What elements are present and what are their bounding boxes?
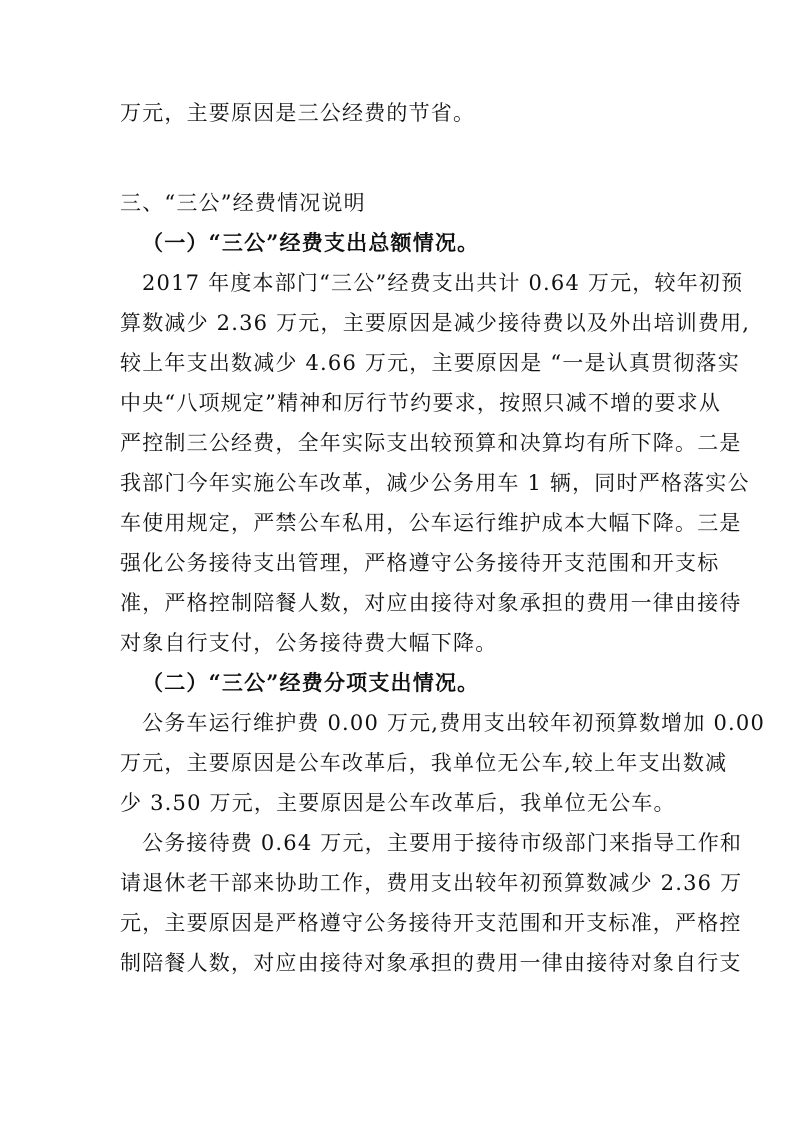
paragraph-line-1: 2017 年度本部门“三公”经费支出共计 0.64 万元，较年初预 (142, 271, 744, 295)
paragraph-line-6: 我部门今年实施公车改革，减少公务用车 1 辆，同时严格落实公 (120, 471, 750, 495)
reception-paragraph-line-2: 请退休老干部来协助工作，费用支出较年初预算数减少 2.36 万 (120, 871, 743, 895)
paragraph-line-5: 严控制三公经费，全年实际支出较预算和决算均有所下降。二是 (120, 431, 742, 455)
vehicle-paragraph-line-3: 少 3.50 万元，主要原因是公车改革后，我单位无公车。 (120, 791, 676, 815)
reception-paragraph-line-3: 元，主要原因是严格遵守公务接待开支范围和开支标准，严格控 (120, 911, 742, 935)
paragraph-line-3: 较上年支出数减少 4.66 万元，主要原因是 “一是认真贯彻落实 (120, 351, 740, 375)
reception-paragraph-line-4: 制陪餐人数，对应由接待对象承担的费用一律由接待对象自行支 (120, 951, 742, 975)
paragraph-line-8: 强化公务接待支出管理，严格遵守公务接待开支范围和开支标 (120, 551, 720, 575)
paragraph-line-9: 准，严格控制陪餐人数，对应由接待对象承担的费用一律由接待 (120, 591, 742, 615)
subheading-total-expense: （一）“三公”经费支出总额情况。 (142, 230, 480, 255)
paragraph-line-4: 中央“八项规定”精神和厉行节约要求，按照只减不增的要求从 (120, 391, 722, 415)
paragraph-line-10: 对象自行支付，公务接待费大幅下降。 (120, 631, 498, 655)
reception-paragraph-line-1: 公务接待费 0.64 万元，主要用于接待市级部门来指导工作和 (142, 831, 743, 855)
subheading-itemized-expense: （二）“三公”经费分项支出情况。 (142, 670, 480, 695)
vehicle-paragraph-line-2: 万元，主要原因是公车改革后，我单位无公车,较上年支出数减 (120, 751, 728, 775)
section-heading-three: 三、“三公”经费情况说明 (120, 191, 366, 215)
paragraph-line-2: 算数减少 2.36 万元，主要原因是减少接待费以及外出培训费用, (120, 311, 751, 335)
text-line-1: 万元，主要原因是三公经费的节省。 (120, 101, 476, 125)
vehicle-paragraph-line-1: 公务车运行维护费 0.00 万元,费用支出较年初预算数增加 0.00 (142, 711, 766, 735)
paragraph-line-7: 车使用规定，严禁公车私用，公车运行维护成本大幅下降。三是 (120, 511, 742, 535)
